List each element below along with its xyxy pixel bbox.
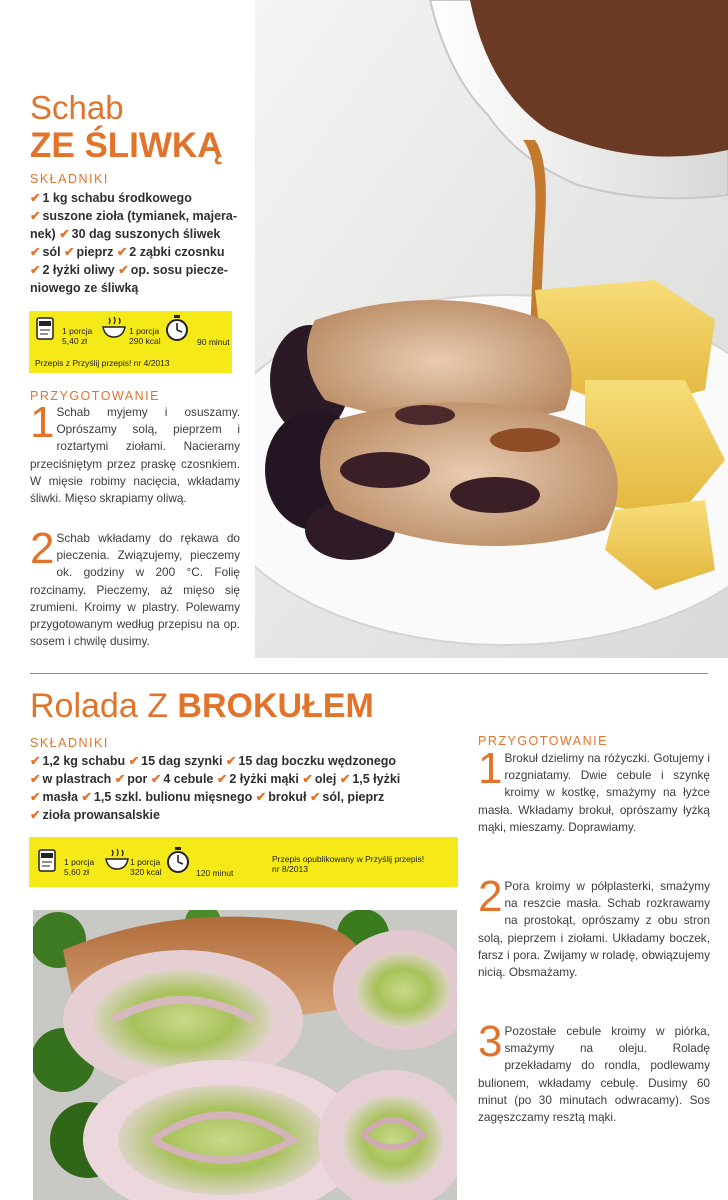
check-icon: ✔ xyxy=(59,227,70,241)
recipe2-photo xyxy=(33,910,457,1200)
recipe2-info-box xyxy=(29,837,458,887)
ingredient-line xyxy=(30,788,460,806)
ingredient-item: 2 łyżki oliwy xyxy=(42,263,115,277)
bowl-icon xyxy=(104,848,130,872)
check-icon: ✔ xyxy=(30,263,41,277)
check-icon: ✔ xyxy=(30,754,41,768)
ingredient-item: 1,2 kg schabu xyxy=(42,754,126,768)
recipe2-source-line1: Przepis opublikowany w Przyślij przepis! xyxy=(272,854,425,864)
check-icon: ✔ xyxy=(30,191,41,205)
check-icon: ✔ xyxy=(81,790,92,804)
check-icon: ✔ xyxy=(64,245,75,259)
recipe2-preparation-label: PRZYGOTOWANIE xyxy=(478,734,608,748)
recipe2-kcal: 320 kcal xyxy=(130,867,162,877)
ingredient-item: 1,5 łyżki xyxy=(352,772,401,786)
recipe1-photo xyxy=(255,0,728,658)
step-text: Schab wkładamy do rękawa do pieczenia. Związujemy, pieczemy ok. godziny w 200 °C. Folię rozcinamy. Pieczemy, aż mięso się zrumieni. Kroimy w plastry. Polewamy przygotowanym według przepisu na op. sosem i chwilę dusimy. xyxy=(30,531,240,649)
recipe2-title xyxy=(30,686,374,726)
ingredient-line xyxy=(30,261,245,279)
check-icon: ✔ xyxy=(128,754,140,768)
step-number: 2 xyxy=(30,524,55,573)
step-text: Brokuł dzielimy na różyczki. Gotujemy i rozgniatamy. Dwie cebule i szynkę kroimy w kostkę, smażymy na łyżce masła. Wkładamy brokuł, oprószamy łyżką mąki, mieszamy. Doprawiamy. xyxy=(478,751,710,834)
ingredient-item: 2 ząbki czosnku xyxy=(129,245,225,259)
ingredient-item: 1 kg schabu środkowego xyxy=(42,191,192,205)
ingredient-line xyxy=(30,243,245,261)
section-divider xyxy=(30,673,708,674)
bowl-icon xyxy=(101,316,127,340)
recipe1-info-box xyxy=(29,311,232,373)
recipe1-ingredients-label: SKŁADNIKI xyxy=(30,172,109,186)
recipe2-ingredients-list xyxy=(30,752,460,824)
check-icon: ✔ xyxy=(114,772,126,786)
recipe1-portion-label: 1 porcja xyxy=(62,326,93,336)
ingredient-item: 4 cebule xyxy=(163,772,214,786)
ingredient-item: sól xyxy=(42,245,61,259)
step-number: 1 xyxy=(30,398,55,447)
ingredient-item: zioła prowansalskie xyxy=(42,808,160,822)
recipe1-title-line2: ZE ŚLIWKĄ xyxy=(30,126,223,165)
check-icon: ✔ xyxy=(309,790,321,804)
step-number: 3 xyxy=(478,1017,503,1066)
check-icon: ✔ xyxy=(339,772,351,786)
recipe2-ingredients-label: SKŁADNIKI xyxy=(30,736,109,750)
wallet-icon xyxy=(35,316,57,342)
check-icon: ✔ xyxy=(118,263,129,277)
step-text: Pora kroimy w półplasterki, smażymy na reszcie masła. Schab rozkrawamy na prostokąt, oprószamy z obu stron solą, pieprzem i ziołami. Układamy boczek, farsz i pora. Zwijamy w roladę, obwiązujemy nicią. Obsmażamy. xyxy=(478,879,710,980)
wallet-icon xyxy=(37,848,59,874)
check-icon: ✔ xyxy=(255,790,267,804)
recipe2-kcal-label: 1 porcja xyxy=(130,857,161,867)
ingredient-item: nek) xyxy=(30,227,56,241)
recipe1-price: 5,40 zł xyxy=(62,336,88,346)
recipe1-time: 90 minut xyxy=(197,337,230,347)
recipe1-ingredients-list xyxy=(30,189,245,297)
check-icon: ✔ xyxy=(30,790,41,804)
stopwatch-icon xyxy=(165,846,191,874)
recipe1-kcal: 290 kcal xyxy=(129,336,161,346)
check-icon: ✔ xyxy=(225,754,237,768)
ingredient-item: 30 dag suszonych śliwek xyxy=(71,227,221,241)
ingredient-item: masła xyxy=(42,790,78,804)
recipe2-portion-label: 1 porcja xyxy=(64,857,95,867)
ingredient-item: 2 łyżki mąki xyxy=(229,772,299,786)
check-icon: ✔ xyxy=(216,772,228,786)
ingredient-item: 1,5 szkl. bulionu mięsnego xyxy=(93,790,253,804)
check-icon: ✔ xyxy=(30,808,41,822)
ingredient-item: olej xyxy=(314,772,337,786)
recipe2-step-1 xyxy=(478,744,710,836)
recipe2-step-2 xyxy=(478,872,710,981)
recipe2-source-line2: nr 8/2013 xyxy=(272,864,308,874)
ingredient-line xyxy=(30,207,245,225)
ingredient-item: op. sosu piecze- xyxy=(130,263,228,277)
ingredient-item: suszone zioła (tymianek, majera- xyxy=(42,209,237,223)
stopwatch-icon xyxy=(164,314,190,342)
step-text: Schab myjemy i osuszamy. Oprószamy solą, pieprzem i roztartymi ziołami. Nacieramy przeciśniętym przez praskę czosnkiem. W mięsie robimy nacięcia, wkładamy śliwki. Mięso skrapiamy oliwą. xyxy=(30,405,240,506)
ingredient-item: pieprz xyxy=(76,245,114,259)
check-icon: ✔ xyxy=(302,772,313,786)
ingredient-line xyxy=(30,806,460,824)
ingredient-line xyxy=(30,189,245,207)
ingredient-line xyxy=(30,770,460,788)
step-number: 1 xyxy=(478,744,503,793)
recipe2-step-3 xyxy=(478,1017,710,1126)
recipe2-time: 120 minut xyxy=(196,868,234,878)
recipe2-title-light: Rolada Z xyxy=(30,687,178,725)
recipe1-preparation-label: PRZYGOTOWANIE xyxy=(30,389,160,403)
ingredient-item: 15 dag boczku wędzonego xyxy=(238,754,397,768)
check-icon: ✔ xyxy=(30,209,41,223)
ingredient-line xyxy=(30,279,245,297)
ingredient-item: 15 dag szynki xyxy=(141,754,223,768)
recipe2-title-bold: BROKUŁEM xyxy=(177,687,374,725)
check-icon: ✔ xyxy=(150,772,162,786)
ingredient-line xyxy=(30,225,245,243)
recipe1-title-line1: Schab xyxy=(30,89,124,126)
ingredient-line xyxy=(30,752,460,770)
ingredient-item: brokuł xyxy=(268,790,307,804)
recipe1-kcal-label: 1 porcja xyxy=(129,326,160,336)
recipe1-step-1 xyxy=(30,398,240,507)
recipe1-step-2 xyxy=(30,524,240,650)
recipe1-source: Przepis z Przyślij przepis! nr 4/2013 xyxy=(35,358,170,368)
check-icon: ✔ xyxy=(30,772,41,786)
check-icon: ✔ xyxy=(116,245,128,259)
recipe2-price: 5,60 zł xyxy=(64,867,90,877)
ingredient-item: niowego ze śliwką xyxy=(30,281,139,295)
ingredient-item: w plastrach xyxy=(42,772,112,786)
ingredient-item: sól, pieprz xyxy=(322,790,385,804)
step-text: Pozostałe cebule kroimy w piórka, smażymy na oleju. Roladę przekładamy do rondla, podlewamy bulionem, wkładamy cebulę. Dusimy 60 minut (po 30 minutach odwracamy). Sos zagęszczamy resztą mąki. xyxy=(478,1024,710,1125)
check-icon: ✔ xyxy=(30,245,41,259)
ingredient-item: por xyxy=(127,772,148,786)
step-number: 2 xyxy=(478,872,503,921)
